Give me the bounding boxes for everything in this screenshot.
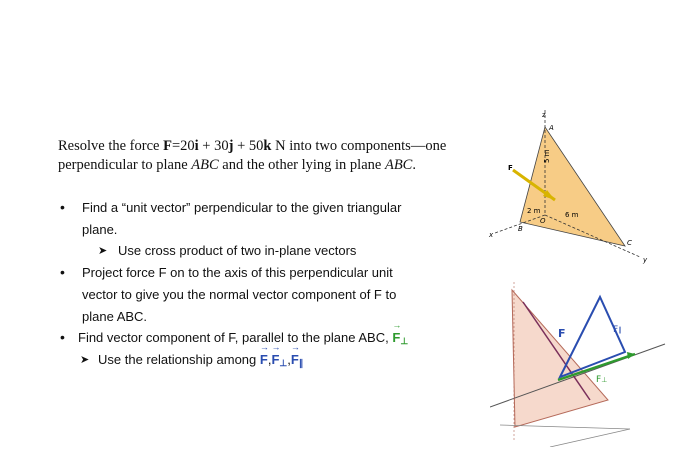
step-3-line-1 — [78, 330, 408, 347]
step-3-sub — [98, 352, 303, 369]
label-2m: 2 m — [527, 207, 541, 215]
label-f: F — [508, 164, 513, 172]
f-par-symbol — [291, 352, 303, 369]
force-symbol: F — [163, 138, 172, 154]
arrow-bullet-icon: ➤ — [80, 354, 90, 366]
label-6m: 6 m — [565, 211, 579, 219]
f-perp-letter: F — [392, 330, 401, 345]
label-x: x — [489, 231, 494, 239]
label-b: B — [518, 225, 523, 233]
ground-line-right — [550, 429, 630, 447]
problem-text: . — [412, 157, 416, 173]
step-1-sub: Use cross product of two in-plane vectors — [118, 243, 357, 258]
triangle-abc-figure — [485, 105, 670, 265]
step-3-sub-text: Use the relationship among — [98, 352, 257, 367]
unit-i: i — [194, 138, 199, 154]
problem-text: + 30 — [198, 138, 229, 154]
bullet-dot: • — [60, 199, 65, 215]
problem-text: and the other lying in plane — [218, 157, 385, 173]
problem-text: + 50 — [233, 138, 264, 154]
f-perp-symbol — [392, 330, 408, 347]
step-1-line-1: Find a “unit vector” perpendicular to the given triangular — [82, 200, 402, 215]
f-perp-symbol — [271, 352, 287, 369]
force-decomposition-figure — [490, 282, 670, 447]
separator: , — [287, 352, 291, 367]
f-symbol: → F — [260, 352, 268, 367]
plane-label: ABC — [191, 157, 219, 173]
unit-j: j — [228, 138, 234, 154]
f-perp-subscript: ⊥ — [279, 358, 288, 368]
problem-text: =20 — [171, 138, 195, 154]
f-par-subscript: ∥ — [298, 358, 304, 368]
problem-line-1 — [58, 137, 518, 156]
arrow-bullet-icon: ➤ — [98, 245, 108, 257]
label-y: y — [643, 256, 648, 264]
label-f: F — [558, 327, 566, 340]
label-f-perp: F⊥ — [596, 375, 608, 385]
label-z: z — [542, 111, 546, 119]
step-2-line-2: vector to give you the normal vector component of F to — [82, 287, 397, 302]
problem-statement — [58, 137, 518, 175]
step-2-line-1: Project force F on to the axis of this perpendicular unit — [82, 265, 393, 280]
label-c: C — [627, 239, 632, 247]
problem-text: perpendicular to plane — [58, 157, 192, 173]
problem-line-2 — [58, 156, 518, 175]
ground-line-lower — [500, 425, 630, 429]
bullet-dot: • — [60, 264, 65, 280]
label-f-par: F∥ — [613, 325, 622, 335]
label-o: O — [540, 217, 546, 225]
problem-text: N into two components—one — [271, 138, 447, 154]
unit-k: k — [263, 138, 272, 154]
f-perp-letter: F — [271, 352, 280, 367]
label-5m: 5 m — [543, 149, 551, 163]
step-1-line-2: plane. — [82, 222, 118, 237]
f-perp-subscript: ⊥ — [400, 336, 409, 346]
plane-label: ABC — [384, 157, 413, 173]
step-3-text: Find vector component of F, parallel to the plane ABC, — [78, 330, 389, 345]
f-par-letter: F — [290, 352, 299, 367]
bullet-dot: • — [60, 329, 65, 345]
label-a: A — [549, 124, 554, 132]
step-2-line-3: plane ABC. — [82, 309, 148, 324]
problem-text: Resolve the force — [58, 138, 164, 154]
separator: , — [267, 352, 272, 367]
